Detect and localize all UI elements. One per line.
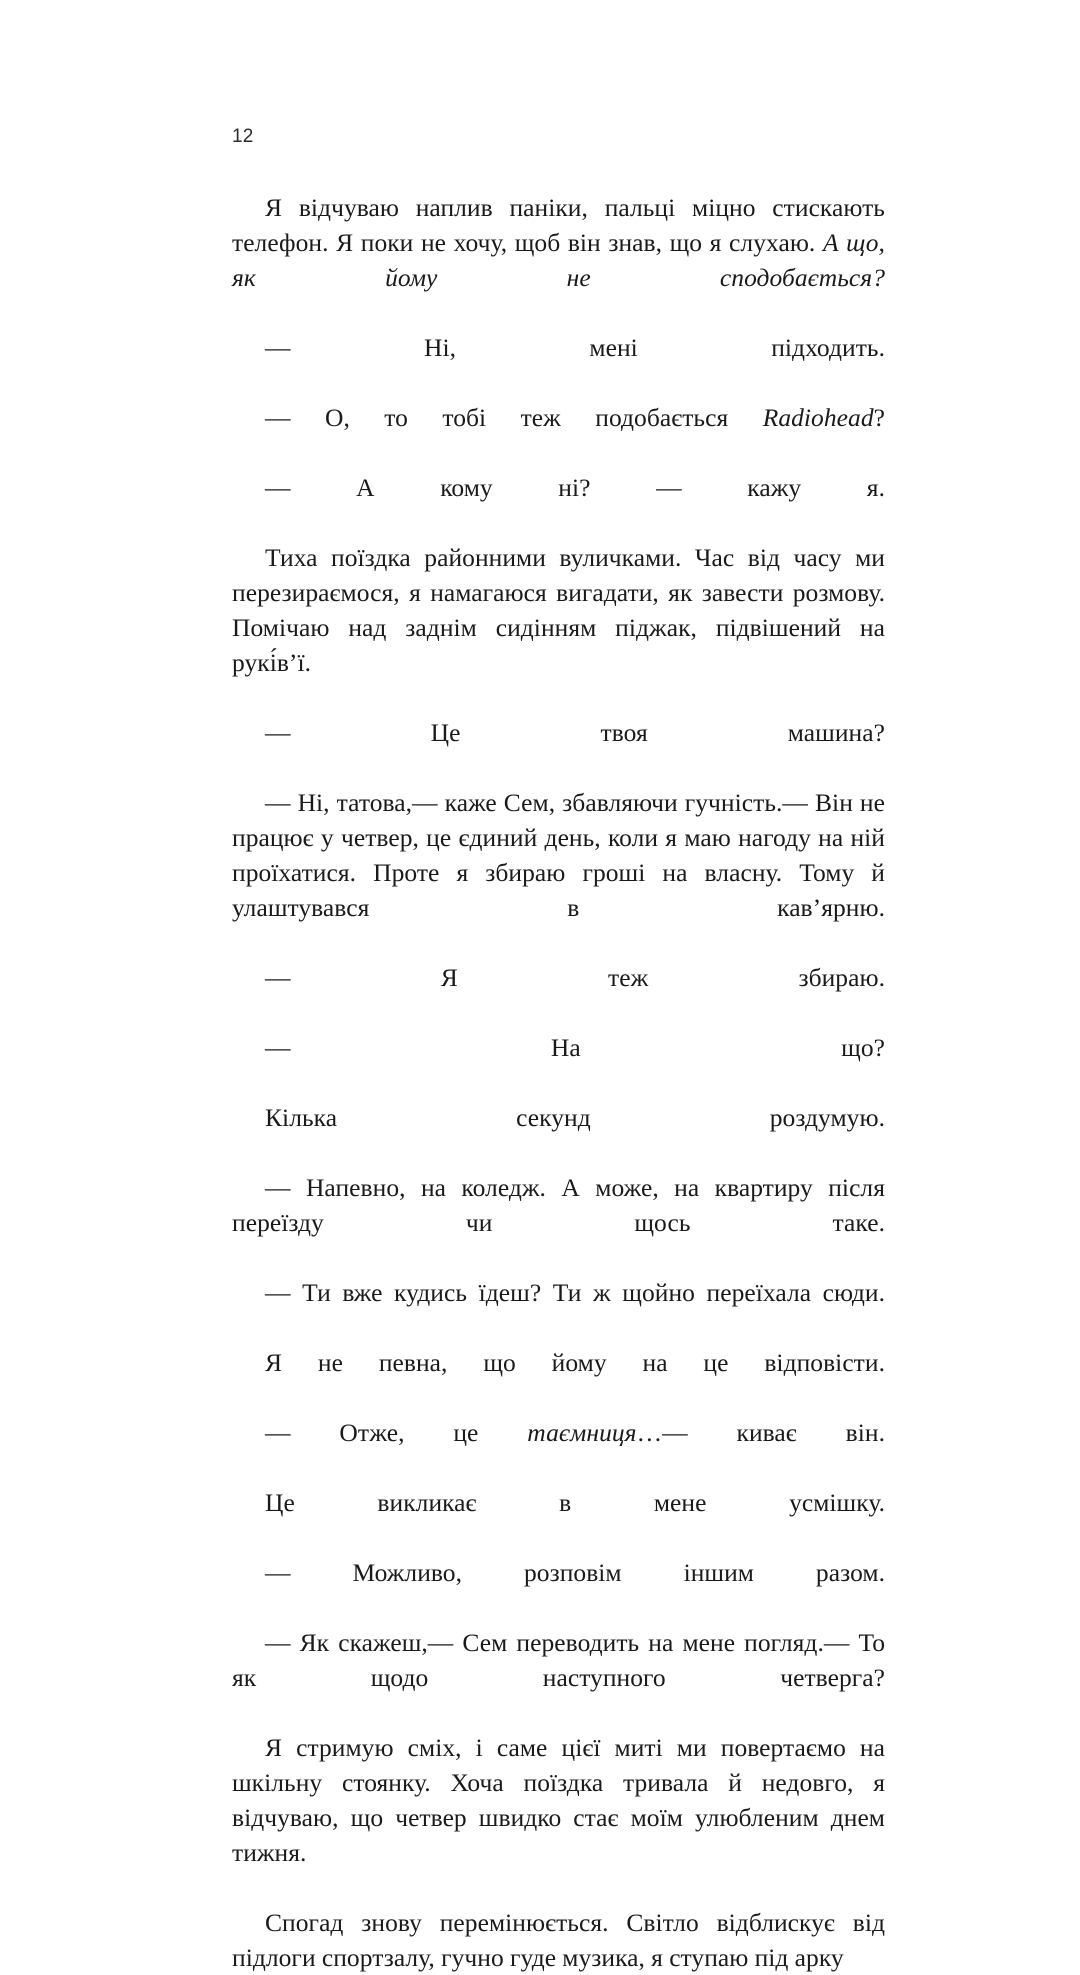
body-text: — А кому ні? — кажу я.	[265, 473, 885, 502]
paragraph	[232, 1100, 885, 1170]
paragraph	[232, 1905, 885, 1975]
body-text: Кілька секунд роздумую.	[265, 1103, 885, 1132]
body-text: — Це твоя машина?	[265, 718, 885, 747]
paragraph	[232, 1030, 885, 1100]
body-text: — Напевно, на коледж. А може, на квартиру після переїзду чи щось таке.	[232, 1173, 885, 1237]
paragraph	[232, 1275, 885, 1345]
body-text: Тиха поїздка районними вуличками. Час від часу ми перезираємося, я намагаюся вигадати, як завести розмову. Помічаю над заднім сидінням піджак, підвішений на рукі́в’ї.	[232, 543, 885, 677]
body-text: Я не певна, що йому на це відповісти.	[265, 1348, 885, 1377]
body-text: ?	[873, 403, 885, 432]
paragraph	[232, 1730, 885, 1905]
paragraph	[232, 1415, 885, 1485]
paragraph	[232, 715, 885, 785]
body-text: — Ні, мені підходить.	[265, 333, 885, 362]
paragraph	[232, 785, 885, 960]
body-text: — Ти вже кудись їдеш? Ти ж щойно переїхала сюди.	[265, 1278, 885, 1307]
body-text: Я стримую сміх, і саме цієї миті ми повертаємо на шкільну стоянку. Хоча поїздка тривала й недовго, я відчуваю, що четвер швидко стає моїм улюбленим днем тижня.	[232, 1733, 885, 1867]
body-text: Я відчуваю наплив паніки, пальці міцно стискають телефон. Я поки не хочу, щоб він знав, що я слухаю.	[232, 193, 885, 257]
body-text: …— киває він.	[636, 1418, 885, 1447]
paragraph	[232, 540, 885, 715]
paragraph	[232, 1555, 885, 1625]
paragraph	[232, 470, 885, 540]
paragraph	[232, 1485, 885, 1555]
emphasis-text: А що, як йому не сподобається?	[232, 228, 885, 292]
body-text: Це викликає в мене усмішку.	[265, 1488, 885, 1517]
body-text: Спогад знову перемінюється. Світло відблискує від підлоги спортзалу, гучно гуде музика, я ступаю під арку	[232, 1908, 885, 1972]
body-text-column	[232, 190, 885, 1975]
emphasis-text: таємниця	[527, 1418, 637, 1447]
paragraph	[232, 400, 885, 470]
body-text: — Як скажеш,— Сем переводить на мене погляд.— То як щодо наступного четверга?	[232, 1628, 885, 1692]
body-text: — Ні, татова,— каже Сем, збавляючи гучність.— Він не працює у четвер, це єдиний день, коли я маю нагоду на ній проїхатися. Проте я збираю гроші на власну. Тому й улаштувався в кав’ярню.	[232, 788, 885, 922]
emphasis-text: Radiohead	[762, 403, 874, 432]
body-text: — Можливо, розповім іншим разом.	[265, 1558, 885, 1587]
page-number: 12	[232, 126, 254, 147]
body-text: — Я теж збираю.	[265, 963, 885, 992]
paragraph	[232, 1170, 885, 1275]
body-text: — О, то тобі теж подобається	[265, 403, 763, 432]
paragraph	[232, 1345, 885, 1415]
paragraph	[232, 1625, 885, 1730]
paragraph	[232, 330, 885, 400]
paragraph	[232, 960, 885, 1030]
body-text: — На що?	[265, 1033, 885, 1062]
body-text: — Отже, це	[265, 1418, 528, 1447]
paragraph	[232, 190, 885, 330]
